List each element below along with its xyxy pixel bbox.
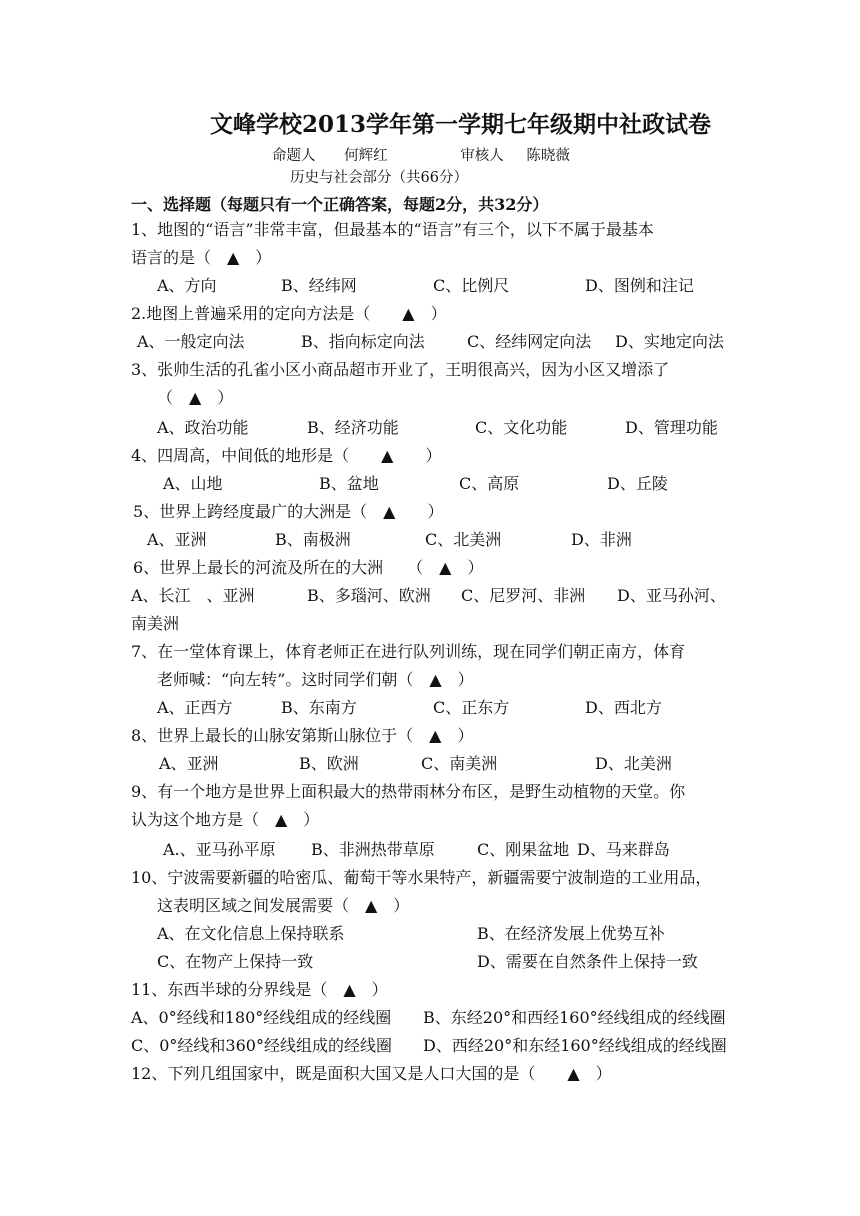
question-1-line-2: 语言的是（ ▲ ） [131,248,272,267]
option-c: C、文化功能 [475,418,568,437]
section-heading: 一、选择题（每题只有一个正确答案，每题2分，共32分） [131,195,549,214]
question-2-line-1: 2.地图上普遍采用的定向方法是（ ▲ ） [131,304,447,323]
option-d: D、亚马孙河、 [617,586,726,605]
option-a: A、政治功能 [157,418,249,437]
question-3-line-2: （ ▲ ） [157,388,234,407]
option-a: A、正西方 [157,698,233,717]
question-9-line-1: 9、有一个地方是世界上面积最大的热带雨林分布区，是野生动植物的天堂。你 [131,782,686,801]
question-4-line-1: 4、四周高，中间低的地形是（ ▲ ） [131,446,442,465]
question-7-line-2: 老师喊：“向左转”。这时同学们朝（ ▲ ） [157,670,474,689]
option-b: B、盆地 [319,474,379,493]
option-b: B、经济功能 [307,418,399,437]
option-a: A、亚洲 [159,754,219,773]
question-3-line-1: 3、张帅生活的孔雀小区小商品超市开业了，王明很高兴，因为小区又增添了 [131,360,670,379]
option-b: B、在经济发展上优势互补 [477,924,665,943]
author-name: 何辉红 [344,148,388,164]
question-6-option-d-continued: 南美洲 [131,614,180,633]
reviewer-name: 陈晓薇 [526,148,570,164]
option-a: A.、亚马孙平原 [163,840,276,859]
option-c: C、刚果盆地 [477,840,570,859]
reviewer-label: 审核人 [460,148,504,164]
option-b: B、多瑙河、欧洲 [307,586,431,605]
option-b: B、指向标定向法 [301,332,425,351]
option-d: D、管理功能 [625,418,718,437]
question-12-line-1: 12、下列几组国家中，既是面积大国又是人口大国的是（ ▲ ） [131,1064,612,1083]
option-a: A、0°经线和180°经线组成的经线圈 [131,1008,392,1027]
option-c: C、在物产上保持一致 [157,952,314,971]
question-7-line-1: 7、在一堂体育课上，体育老师正在进行队列训练，现在同学们朝正南方，体育 [131,642,686,661]
option-b: B、非洲热带草原 [311,840,435,859]
author-line [272,144,570,165]
option-a: A、方向 [157,276,217,295]
exam-subtitle: 历史与社会部分（共66分） [290,170,468,186]
option-b: B、东南方 [281,698,357,717]
question-1-line-1: 1、地图的“语言”非常丰富，但最基本的“语言”有三个，以下不属于最基本 [131,220,654,239]
question-8-line-1: 8、世界上最长的山脉安第斯山脉位于（ ▲ ） [131,726,474,745]
option-d: D、北美洲 [595,754,672,773]
option-d: D、丘陵 [607,474,668,493]
option-d: D、西北方 [585,698,662,717]
option-c: C、高原 [459,474,520,493]
option-a: A、亚洲 [147,530,207,549]
option-a: A、一般定向法 [137,332,245,351]
option-c: C、尼罗河、非洲 [461,586,586,605]
author-label: 命题人 [272,148,316,164]
option-b: B、南极洲 [275,530,351,549]
option-b: B、经纬网 [281,276,357,295]
exam-title: 文峰学校2013学年第一学期七年级期中社政试卷 [210,111,712,138]
option-d: D、图例和注记 [585,276,694,295]
option-c: C、比例尺 [433,276,510,295]
question-9-line-2: 认为这个地方是（ ▲ ） [131,810,320,829]
option-d: D、需要在自然条件上保持一致 [477,952,698,971]
option-c: C、正东方 [433,698,510,717]
option-d: D、非洲 [571,530,632,549]
option-d: D、西经20°和东经160°经线组成的经线圈 [423,1036,727,1055]
option-b: B、东经20°和西经160°经线组成的经线圈 [423,1008,726,1027]
option-c: C、南美洲 [421,754,498,773]
option-a: A、山地 [163,474,223,493]
option-d: D、实地定向法 [615,332,724,351]
question-5-line-1: 5、世界上跨经度最广的大洲是（ ▲ ） [133,502,444,521]
option-a: A、长江 、亚洲 [131,586,255,605]
question-10-line-1: 10、宁波需要新疆的哈密瓜、葡萄干等水果特产，新疆需要宁波制造的工业用品， [131,868,712,887]
option-d: D、马来群岛 [577,840,670,859]
question-11-line-1: 11、东西半球的分界线是（ ▲ ） [131,980,388,999]
option-c: C、0°经线和360°经线组成的经线圈 [131,1036,392,1055]
option-c: C、经纬网定向法 [467,332,592,351]
option-a: A、在文化信息上保持联系 [157,924,345,943]
option-c: C、北美洲 [425,530,502,549]
option-b: B、欧洲 [299,754,359,773]
question-10-line-2: 这表明区域之间发展需要（ ▲ ） [157,896,410,915]
question-6-line-1: 6、世界上最长的河流及所在的大洲 （ ▲ ） [133,558,484,577]
